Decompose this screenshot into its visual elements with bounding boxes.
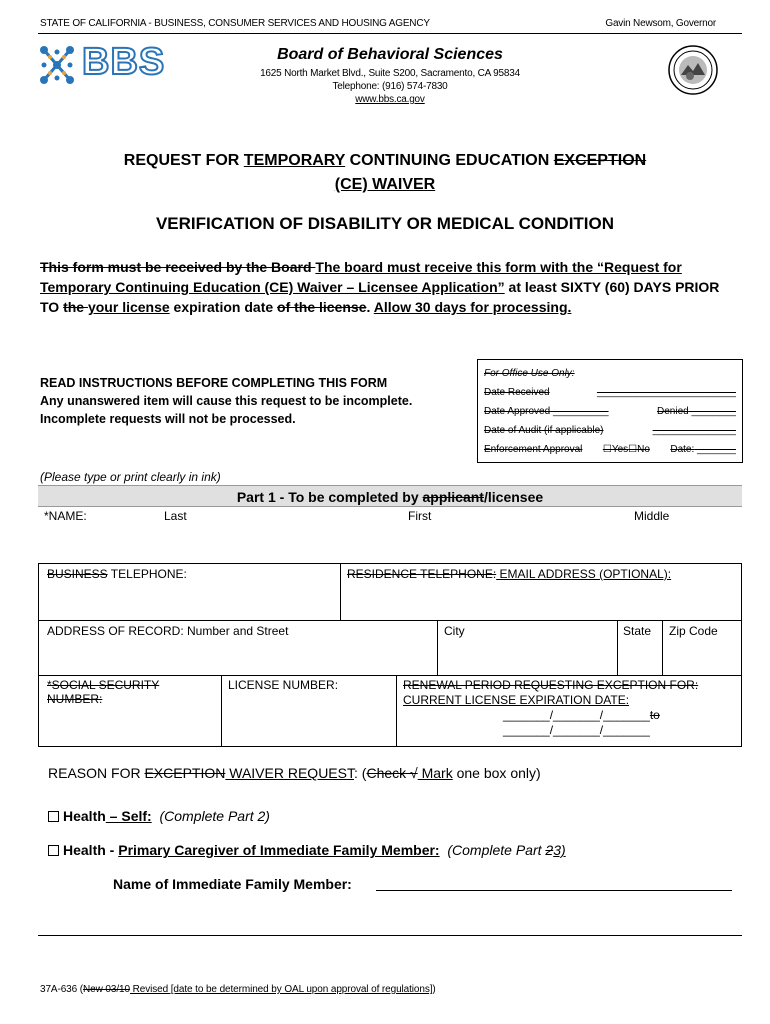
last-name-label: Last: [164, 509, 187, 523]
name-label: *NAME:: [44, 509, 87, 523]
first-name-label: First: [408, 509, 432, 523]
please-type-note: (Please type or print clearly in ink): [40, 470, 221, 484]
form-footer: 37A-636 (New 03/10 Revised [date to be determined by OAL upon approval of regulations]): [40, 984, 436, 995]
license-divider-1: [221, 675, 222, 747]
health-caregiver-checkbox[interactable]: [48, 845, 59, 856]
board-contact: [200, 67, 580, 106]
city-field[interactable]: City: [444, 624, 465, 638]
address-divider-city: [437, 620, 438, 676]
instructions: [40, 374, 440, 428]
office-enforcement: Enforcement Approval ☐Yes☐No Date: _______: [484, 444, 736, 455]
california-seal-icon: [668, 45, 718, 95]
zip-code-field[interactable]: Zip Code: [669, 624, 718, 638]
form-subtitle: VERIFICATION OF DISABILITY OR MEDICAL CONDITION: [155, 214, 615, 233]
name-input-area[interactable]: [38, 508, 742, 563]
address-divider-state: [617, 620, 618, 676]
part1-heading: Part 1 - To be completed by applicant/licensee: [38, 485, 742, 507]
reason-heading: REASON FOR EXCEPTION WAIVER REQUEST: (Check √ Mark one box only): [48, 765, 541, 781]
form-title: REQUEST FOR TEMPORARY CONTINUING EDUCATION EXCEPTION (CE) WAIVER: [40, 149, 730, 197]
board-name: Board of Behavioral Sciences: [277, 46, 503, 63]
instructions-body: Any unanswered item will cause this request to be incomplete. Incomplete requests will not be processed.: [40, 394, 413, 426]
office-date-audit: Date of Audit (if applicable) _______________: [484, 425, 736, 436]
board-website-link[interactable]: www.bbs.ca.gov: [355, 94, 425, 105]
governor-name: Gavin Newsom, Governor: [605, 18, 716, 29]
office-date-approved: Date Approved __________ Denied ________: [484, 406, 736, 417]
license-divider-2: [396, 675, 397, 747]
board-address: 1625 North Market Blvd., Suite S200, Sacramento, CA 95834: [260, 68, 520, 79]
intro-paragraph: This form must be received by the Board The board must receive this form with the “Request for Temporary Continuing Education (CE) Waiver – Licensee Application” at least SIXTY (60) DAYS PRIOR TO the your license expiration date of the license. Allow 30 days for processing.: [40, 259, 720, 315]
email-address-field[interactable]: RESIDENCE TELEPHONE: EMAIL ADDRESS (OPTIONAL):: [347, 567, 672, 581]
title-ce-waiver: (CE) WAIVER: [334, 176, 436, 193]
logo-text: BBS: [82, 41, 166, 83]
option-health-caregiver[interactable]: Health - Primary Caregiver of Immediate Family Member: (Complete Part 23): [48, 842, 566, 858]
header-rule: [38, 33, 742, 34]
state-field[interactable]: State: [623, 624, 652, 638]
office-use-box: [477, 359, 743, 463]
family-member-name-label: Name of Immediate Family Member:: [113, 876, 352, 892]
agency-header: STATE OF CALIFORNIA - BUSINESS, CONSUMER SERVICES AND HOUSING AGENCY: [40, 18, 430, 29]
title-temporary: TEMPORARY: [243, 152, 346, 169]
instructions-heading: READ INSTRUCTIONS BEFORE COMPLETING THIS FORM: [40, 376, 388, 390]
address-field[interactable]: ADDRESS OF RECORD: Number and Street: [47, 624, 289, 638]
office-date-received: Date Received _________________________: [484, 387, 736, 398]
title-exception-struck: EXCEPTION: [553, 152, 647, 169]
middle-name-label: Middle: [634, 509, 670, 523]
ssn-field[interactable]: *SOCIAL SECURITY NUMBER:: [47, 678, 160, 706]
business-telephone-field[interactable]: BUSINESS TELEPHONE:: [47, 567, 187, 581]
renewal-field[interactable]: RENEWAL PERIOD REQUESTING EXCEPTION FOR: CURRENT LICENSE EXPIRATION DATE: _______/_______/_______to _______/_______/_______: [403, 678, 699, 737]
office-use-title: For Office Use Only:: [484, 368, 575, 379]
health-self-checkbox[interactable]: [48, 811, 59, 822]
bbs-logo: [38, 41, 178, 86]
phone-row-divider: [340, 563, 341, 621]
address-divider-zip: [662, 620, 663, 676]
family-member-name-input[interactable]: [376, 890, 732, 891]
state-seal: [668, 45, 718, 95]
footer-rule: [38, 935, 742, 936]
board-telephone: Telephone: (916) 574-7830: [332, 81, 448, 92]
option-health-self[interactable]: Health – Self: (Complete Part 2): [48, 808, 270, 824]
license-number-field[interactable]: LICENSE NUMBER:: [228, 678, 339, 692]
